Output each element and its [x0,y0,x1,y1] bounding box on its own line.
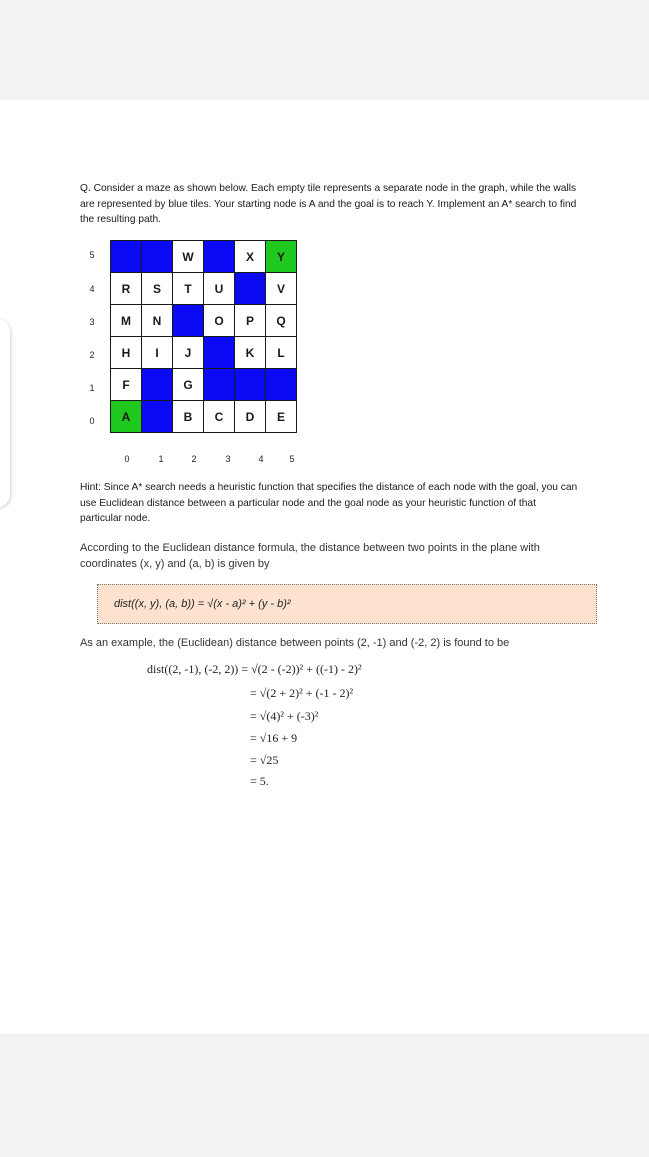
maze-node-cell: D [235,401,266,433]
y-axis-label: 5 [89,250,95,260]
x-axis-label: 2 [191,454,197,464]
calc-line: = √(2 + 2)² + (-1 - 2)² [250,686,354,700]
formula-box [97,584,597,624]
maze-node-cell: U [204,273,235,305]
maze-wall-cell [204,241,235,273]
maze-row [111,369,297,401]
maze-node-cell: Q [266,305,297,337]
example-text: As an example, the (Euclidean) distance between points (2, -1) and (-2, 2) is found to be [80,637,510,649]
y-axis-label: 0 [89,416,95,426]
maze-row [111,337,297,369]
maze-node-cell: P [235,305,266,337]
maze-node-cell: R [111,273,142,305]
maze-wall-cell [173,305,204,337]
x-axis-label: 1 [158,454,164,464]
maze-node-cell: G [173,369,204,401]
maze-wall-cell [204,337,235,369]
y-axis-label: 2 [89,350,95,360]
y-axis-label: 4 [89,284,95,294]
maze-node-cell: C [204,401,235,433]
x-axis-label: 3 [225,454,231,464]
maze-node-cell: Y [266,241,297,273]
maze-wall-cell [142,369,173,401]
maze-wall-cell [235,369,266,401]
maze-node-cell: F [111,369,142,401]
side-panel-handle[interactable] [0,318,10,508]
maze-node-cell: V [266,273,297,305]
euclidean-description: According to the Euclidean distance formula, the distance between two points in the plane with coordinates (x, y) and (a, b) is given by [80,542,540,570]
x-axis-label: 0 [124,454,130,464]
formula-text: dist((x, y), (a, b)) = √(x - a)² + (y - b)² [114,598,291,610]
maze-node-cell: T [173,273,204,305]
maze-node-cell: S [142,273,173,305]
y-axis-label: 1 [89,383,95,393]
calc-line: dist((2, -1), (-2, 2)) = √(2 - (-2))² + ((-1) - 2)² [147,662,362,676]
maze-wall-cell [204,369,235,401]
maze-node-cell: N [142,305,173,337]
question-text: Q. Consider a maze as shown below. Each empty tile represents a separate node in the graph, while the walls are represented by blue tiles. Your starting node is A and the goal is to reach Y. Implement an A* search to find the resulting path. [80,183,577,225]
calc-line: = √(4)² + (-3)² [250,709,319,723]
maze-node-cell: K [235,337,266,369]
maze-node-cell: A [111,401,142,433]
x-axis-label: 4 [258,454,264,464]
maze-node-cell: X [235,241,266,273]
calc-line: = √16 + 9 [250,731,298,745]
maze-row [111,401,297,433]
y-axis-label: 3 [89,317,95,327]
calc-line: = √25 [250,753,279,767]
maze-node-cell: E [266,401,297,433]
maze-wall-cell [142,401,173,433]
maze-node-cell: O [204,305,235,337]
calc-line: = 5. [250,774,269,788]
maze-node-cell: W [173,241,204,273]
maze-wall-cell [266,369,297,401]
maze-node-cell: L [266,337,297,369]
maze-wall-cell [142,241,173,273]
maze-node-cell: B [173,401,204,433]
maze-wall-cell [235,273,266,305]
maze-wall-cell [111,241,142,273]
maze-row [111,273,297,305]
maze-node-cell: J [173,337,204,369]
maze-node-cell: M [111,305,142,337]
maze-node-cell: H [111,337,142,369]
maze-node-cell: I [142,337,173,369]
x-axis-label: 5 [289,454,295,464]
maze-row [111,241,297,273]
maze-grid [110,240,297,433]
maze-row [111,305,297,337]
hint-text: Hint: Since A* search needs a heuristic function that specifies the distance of each node with the goal, you can use Euclidean distance between a particular node and the goal node as your heuristic function of that particular node. [80,482,578,524]
